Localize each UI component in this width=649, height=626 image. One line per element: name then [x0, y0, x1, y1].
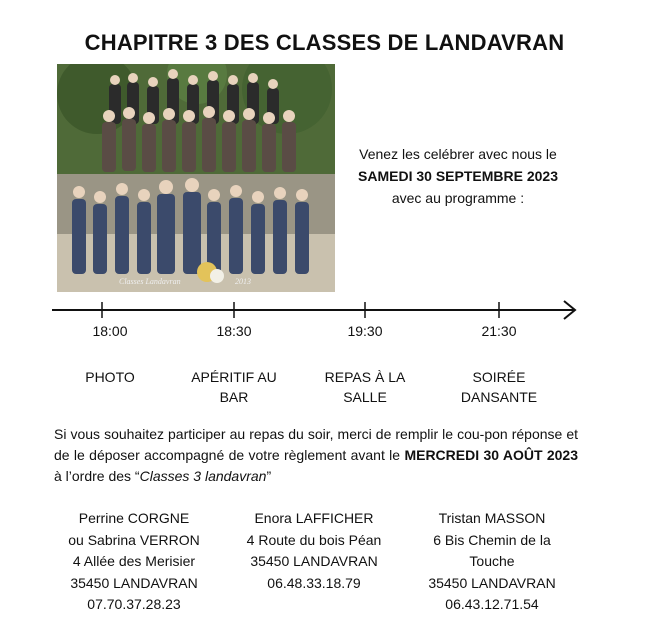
contact-line: 6 Bis Chemin de la — [433, 531, 551, 548]
contact-line: 4 Route du bois Péan — [246, 531, 382, 548]
invitation-text — [340, 143, 576, 209]
contact-phone: 07.70.37.28.23 — [87, 596, 181, 612]
contact-card — [407, 508, 577, 616]
registration-text: Si vous souhaitez participer au repas du soir, merci de remplir le cou-pon réponse et de le déposer accompagné de votre règlement avant le — [54, 426, 578, 463]
timeline-arrow — [52, 298, 580, 322]
programme-event-label: BAR — [219, 389, 249, 405]
contact-line: 35450 LANDAVRAN — [250, 553, 378, 569]
registration-text: à l’ordre des “ — [54, 468, 140, 484]
programme-event — [54, 367, 166, 387]
contact-line: ou Sabrina VERRON — [68, 531, 200, 548]
programme-event — [309, 367, 421, 407]
photo-caption: Classes Landavran — [119, 277, 181, 286]
group-photo-illustration — [57, 64, 335, 292]
contact-line: Enora LAFFICHER — [254, 510, 374, 526]
registration-text: ” — [266, 468, 272, 484]
contact-line: 35450 LANDAVRAN — [428, 574, 556, 591]
programme-event-label: SALLE — [343, 389, 387, 405]
photo-year: 2013 — [235, 277, 251, 286]
programme-time: 18:00 — [92, 323, 128, 339]
contact-line: 4 Allée des Merisier — [72, 553, 196, 569]
invite-line: Venez les celébrer avec nous le — [359, 146, 557, 162]
programme-event-label: REPAS À LA — [324, 369, 406, 385]
event-date: SAMEDI 30 SEPTEMBRE 2023 — [358, 168, 558, 184]
programme-time: 21:30 — [481, 323, 517, 339]
contact-phone: 06.43.12.71.54 — [445, 596, 539, 612]
programme-time: 18:30 — [216, 323, 252, 339]
programme-event-label: APÉRITIF AU — [191, 369, 277, 385]
contact-card — [49, 508, 219, 616]
registration-paragraph — [54, 424, 578, 487]
programme-event-label: PHOTO — [85, 369, 135, 385]
programme-event-label: SOIRÉE — [472, 369, 526, 385]
contact-card — [229, 508, 399, 594]
registration-deadline: MERCREDI 30 AOÛT 2023 — [404, 447, 578, 463]
contact-line: Perrine CORGNE — [78, 510, 190, 526]
invite-line: avec au programme : — [391, 190, 525, 206]
programme-event-label: DANSANTE — [460, 389, 538, 405]
contact-line: Tristan MASSON — [438, 510, 546, 526]
contact-phone: 06.48.33.18.79 — [267, 574, 361, 591]
group-photo — [57, 64, 335, 292]
programme-event — [443, 367, 555, 407]
contact-line: 35450 LANDAVRAN — [70, 574, 198, 591]
page-title: CHAPITRE 3 DES CLASSES DE LANDAVRAN — [84, 30, 565, 55]
programme-event — [178, 367, 290, 407]
payee-name: Classes 3 landavran — [139, 468, 267, 484]
contact-line: Touche — [469, 553, 515, 569]
programme-time: 19:30 — [347, 323, 383, 339]
